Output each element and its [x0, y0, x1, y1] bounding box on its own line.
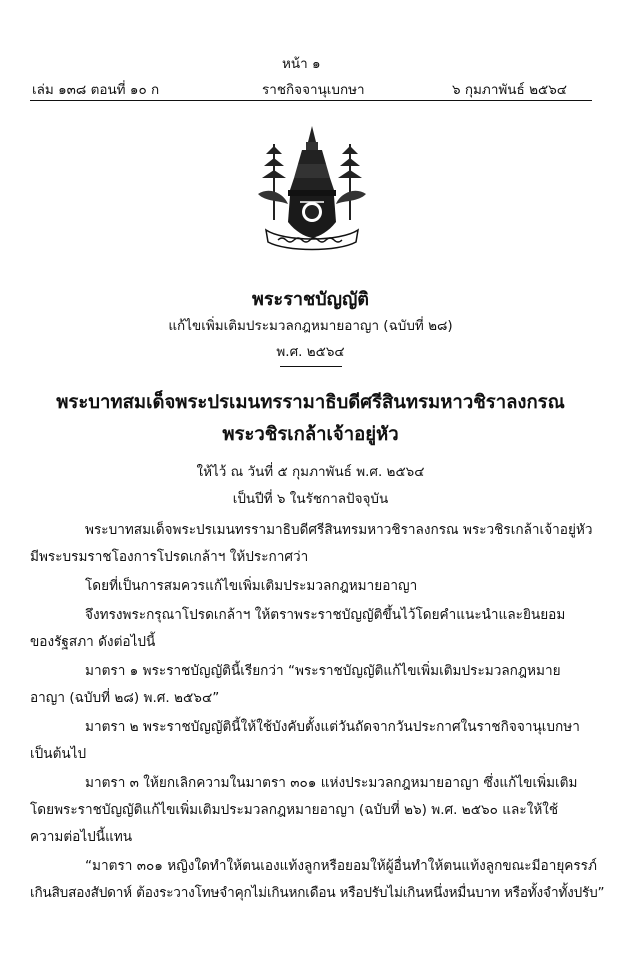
title-underline	[280, 366, 342, 367]
enactment-line: จึงทรงพระกรุณาโปรดเกล้าฯ ให้ตราพระราชบัญญัติขึ้นไว้โดยคำแนะนำและยินยอม	[85, 607, 566, 623]
publication-date: ๖ กุมภาพันธ์ ๒๕๖๔	[452, 82, 567, 98]
gazette-name: ราชกิจจานุเบกษา	[262, 82, 365, 98]
quoted-section-301-line: “มาตรา ๓๐๑ หญิงใดทำให้ตนเองแท้งลูกหรือยอมให้ผู้อื่นทำให้ตนแท้งลูกขณะมีอายุครรภ์	[85, 858, 597, 874]
section-3-line: มาตรา ๓ ให้ยกเลิกความในมาตรา ๓๐๑ แห่งประมวลกฎหมายอาญา ซึ่งแก้ไขเพิ่มเติม	[85, 775, 578, 791]
section-2-line: เป็นต้นไป	[30, 746, 87, 762]
section-1-line: มาตรา ๑ พระราชบัญญัตินี้เรียกว่า “พระราชบัญญัติแก้ไขเพิ่มเติมประมวลกฎหมาย	[85, 663, 561, 679]
whereas-line: โดยที่เป็นการสมควรแก้ไขเพิ่มเติมประมวลกฎหมายอาญา	[85, 578, 418, 594]
royal-garuda-seal-icon	[244, 124, 380, 256]
section-3-line: ความต่อไปนี้แทน	[30, 829, 133, 845]
quoted-section-301-line: เกินสิบสองสัปดาห์ ต้องระวางโทษจำคุกไม่เกินหกเดือน หรือปรับไม่เกินหนึ่งหมื่นบาท หรือทั้งจำทั้งปรับ”	[30, 885, 605, 901]
enactment-line: ของรัฐสภา ดังต่อไปนี้	[30, 634, 156, 650]
section-1-line: อาญา (ฉบับที่ ๒๘) พ.ศ. ๒๕๖๔”	[30, 690, 220, 706]
preamble-line: มีพระบรมราชโองการโปรดเกล้าฯ ให้ประกาศว่า	[30, 549, 309, 565]
king-name-line1: พระบาทสมเด็จพระปรเมนทรรามาธิบดีศรีสินทรมหาวชิราลงกรณ	[56, 392, 565, 413]
reign-year: เป็นปีที่ ๖ ในรัชกาลปัจจุบัน	[232, 491, 389, 507]
given-date: ให้ไว้ ณ วันที่ ๕ กุมภาพันธ์ พ.ศ. ๒๕๖๔	[196, 464, 425, 480]
act-subtitle: แก้ไขเพิ่มเติมประมวลกฎหมายอาญา (ฉบับที่ ๒๘)	[168, 318, 453, 334]
section-2-line: มาตรา ๒ พระราชบัญญัตินี้ให้ใช้บังคับตั้งแต่วันถัดจากวันประกาศในราชกิจจานุเบกษา	[85, 719, 580, 735]
volume-issue: เล่ม ๑๓๘ ตอนที่ ๑๐ ก	[32, 82, 160, 98]
header-rule	[30, 100, 592, 101]
page-number: หน้า ๑	[282, 56, 321, 72]
king-name-line2: พระวชิรเกล้าเจ้าอยู่หัว	[222, 424, 399, 445]
act-title: พระราชบัญญัติ	[252, 289, 369, 310]
section-3-line: โดยพระราชบัญญัติแก้ไขเพิ่มเติมประมวลกฎหมายอาญา (ฉบับที่ ๒๖) พ.ศ. ๒๕๖๐ และให้ใช้	[30, 802, 559, 818]
act-year: พ.ศ. ๒๕๖๔	[276, 344, 345, 360]
preamble-line: พระบาทสมเด็จพระปรเมนทรรามาธิบดีศรีสินทรมหาวชิราลงกรณ พระวชิรเกล้าเจ้าอยู่หัว	[85, 522, 593, 538]
